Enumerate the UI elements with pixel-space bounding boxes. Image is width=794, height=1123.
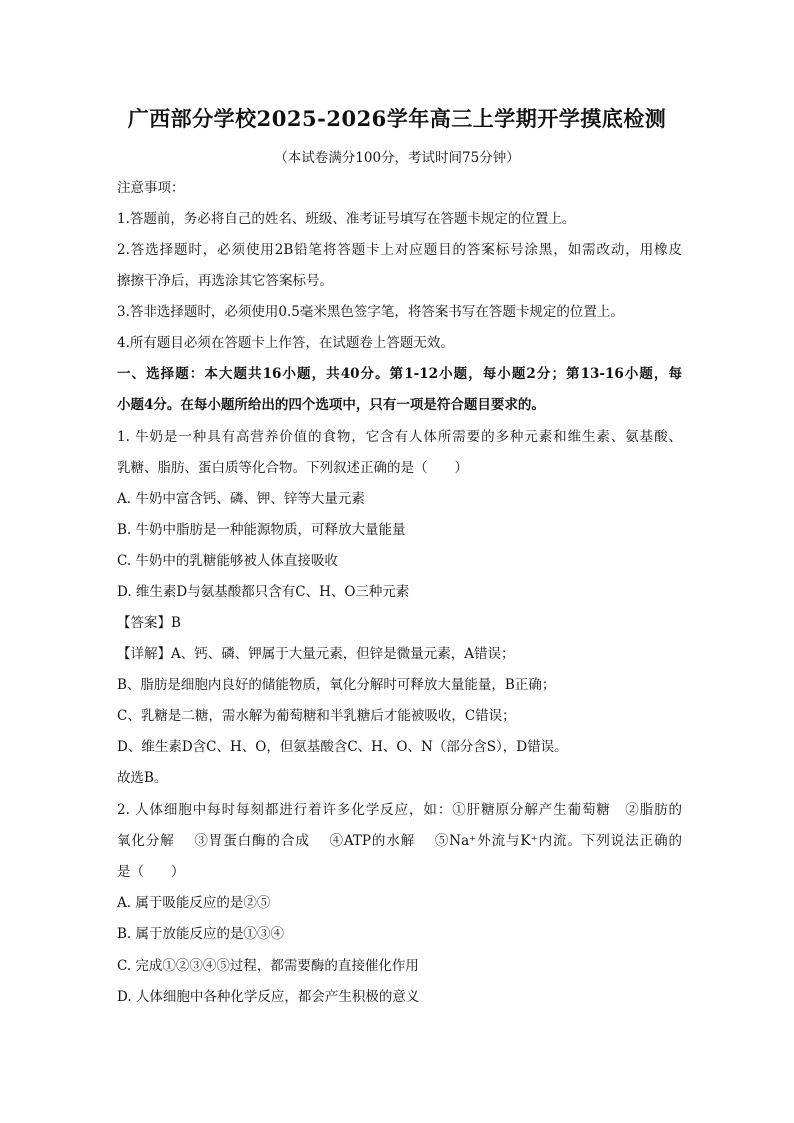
option-d: D. 维生素D与氨基酸都只含有C、H、O三种元素	[117, 584, 410, 600]
option-d: D. 人体细胞中各种化学反应，都会产生积极的意义	[117, 989, 420, 1005]
notice-item: 擦擦干净后，再选涂其它答案标号。	[117, 273, 333, 289]
option-c: C. 牛奶中的乳糖能够被人体直接吸收	[117, 553, 338, 569]
question-stem: 氧化分解 ③胃蛋白酶的合成 ④ATP的水解 ⑤Na⁺外流与K⁺内流。下列说法正确的	[117, 833, 682, 849]
question-stem: 是（ ）	[117, 864, 185, 880]
option-b: B. 属于放能反应的是①③④	[117, 926, 285, 942]
option-a: A. 牛奶中富含钙、磷、钾、锌等大量元素	[117, 491, 365, 507]
section-heading: 小题4分。在每小题所给出的四个选项中，只有一项是符合题目要求的。	[117, 397, 545, 413]
analysis-line: D、维生素D含C、H、O，但氨基酸含C、H、O、N（部分含S），D错误。	[117, 739, 568, 755]
notice-item: 2.答选择题时，必须使用2B铅笔将答题卡上对应题目的答案标号涂黑，如需改动，用橡皮	[117, 242, 682, 258]
conclusion: 故选B。	[117, 770, 168, 786]
section-heading: 一、选择题：本大题共16小题，共40分。第1-12小题，每小题2分；第13-16小题，每	[117, 366, 682, 382]
question-stem: 2. 人体细胞中每时每刻都进行着许多化学反应，如：①肝糖原分解产生葡萄糖 ②脂肪的	[117, 802, 682, 818]
answer-label: 【答案】B	[117, 615, 181, 631]
notice-heading: 注意事项：	[117, 180, 185, 196]
analysis-line: 【详解】A、钙、磷、钾属于大量元素，但锌是微量元素，A错误；	[117, 646, 515, 662]
analysis-line: B、脂肪是细胞内良好的储能物质，氧化分解时可释放大量能量，B正确；	[117, 677, 556, 693]
page-subtitle: （本试卷满分100分，考试时间75分钟）	[274, 150, 520, 166]
option-c: C. 完成①②③④⑤过程，都需要酶的直接催化作用	[117, 958, 419, 974]
page-title: 广西部分学校2025-2026学年高三上学期开学摸底检测	[127, 106, 667, 131]
option-a: A. 属于吸能反应的是②⑤	[117, 895, 271, 911]
option-b: B. 牛奶中脂肪是一种能源物质，可释放大量能量	[117, 522, 406, 538]
question-stem: 1. 牛奶是一种具有高营养价值的食物，它含有人体所需要的多种元素和维生素、氨基酸、	[117, 429, 682, 445]
notice-item: 4.所有题目必须在答题卡上作答，在试题卷上答题无效。	[117, 335, 454, 351]
notice-item: 3.答非选择题时，必须使用0.5毫米黑色签字笔，将答案书写在答题卡规定的位置上。	[117, 304, 624, 320]
notice-item: 1.答题前，务必将自己的姓名、班级、准考证号填写在答题卡规定的位置上。	[117, 211, 576, 227]
question-stem: 乳糖、脂肪、蛋白质等化合物。下列叙述正确的是（ ）	[117, 460, 468, 476]
analysis-line: C、乳糖是二糖，需水解为葡萄糖和半乳糖后才能被吸收，C错误；	[117, 708, 516, 724]
